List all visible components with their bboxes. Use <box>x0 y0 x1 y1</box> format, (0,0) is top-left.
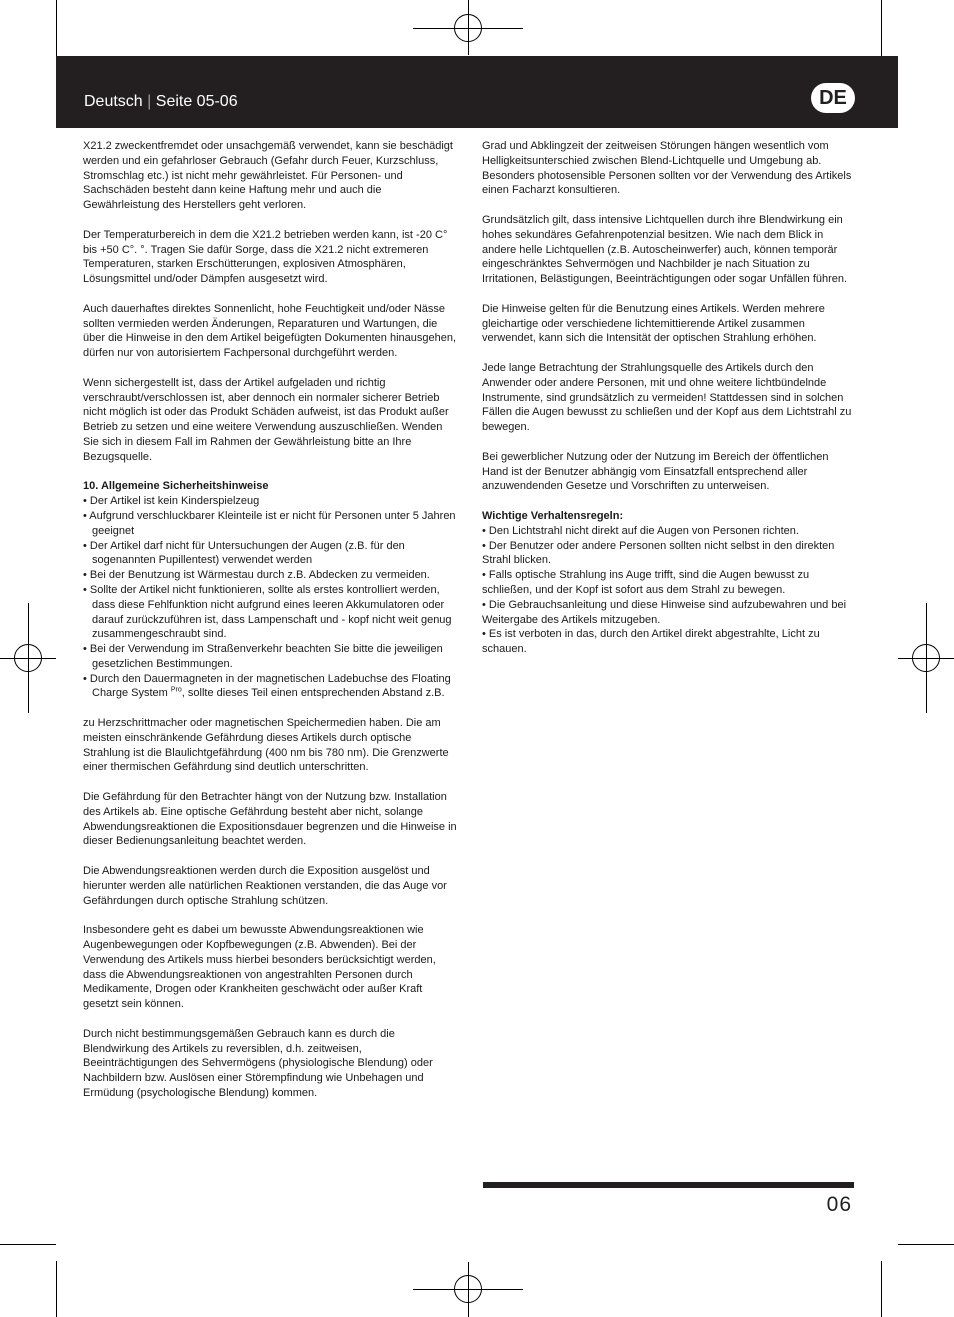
bullet-item: • Bei der Verwendung im Straßenverkehr beachten Sie bitte die jeweiligen gesetzlichen Bestimmungen. <box>83 643 443 670</box>
safety-bullet-list <box>83 494 458 701</box>
rules-bullet-list <box>482 524 857 657</box>
bullet-item: • Aufgrund verschluckbarer Kleinteile ist er nicht für Personen unter 5 Jahren geeignet <box>83 509 456 537</box>
registration-mark-top <box>454 14 482 42</box>
left-paragraph-4: Wenn sichergestellt ist, dass der Artikel aufgeladen und richtig verschraubt/verschlossen ist, aber dennoch ein normaler sicherer Betrieb nicht möglich ist oder das Produkt Schäden aufweist, ist das Produkt außer Betrieb zu setzen und eine weitere Verwendung auszuschließen. Wenden Sie sich in diesem Fall im Rahmen der Gewährleistung bitte an Ihre Bezugsquelle. <box>83 376 449 463</box>
left-paragraph-9: Durch nicht bestimmungsgemäßen Gebrauch kann es durch die Blendwirkung des Artikels zu reversiblen, d.h. zeitweisen, Beeinträchtigungen des Sehvermögens (physiologische Blendung) oder Nachbildern bzw. Auslösen einer Störempfindung wie Unbehagen und Ermüdung (psychologische Blendung) kommen. <box>83 1027 433 1099</box>
bullet-magnet-sup: Pro <box>170 686 182 694</box>
section-heading-rules: Wichtige Verhaltensregeln: <box>482 509 624 522</box>
left-paragraph-5: zu Herzschrittmacher oder magnetischen Speichermedien haben. Die am meisten einschränkende Gefährdung dieses Artikels durch optische Strahlung ist die Blaulichtgefährdung (400 nm bis 780 nm). Die Grenzwerte einer thermischen Gefährdung sind deutlich unterschritten. <box>83 717 449 774</box>
bullet-magnet-end: , sollte dieses Teil einen entsprechenden Abstand z.B. <box>181 687 445 700</box>
left-paragraph-6: Die Gefährdung für den Betrachter hängt von der Nutzung bzw. Installation des Artikels ab. Eine optische Gefährdung besteht aber nicht, solange Abwendungsreaktionen die Expositionsdauer begrenzen und die Hinweise in dieser Bedienungsanleitung beachtet werden. <box>83 791 457 848</box>
bullet-item-magnet <box>83 672 458 702</box>
crop-mark-bl-h <box>0 1244 56 1245</box>
bullet-item: • Der Benutzer oder andere Personen sollten nicht selbst in den direkten Strahl blicken. <box>482 539 835 567</box>
crop-mark-br-v <box>881 1261 882 1317</box>
right-paragraph-1: Grad und Abklingzeit der zeitweisen Störungen hängen wesentlich vom Helligkeitsunterschied zwischen Blend-Lichtquelle und Umgebung ab. Besonders photosensible Personen sollten vor der Verwendung des Artikels einen Facharzt konsultieren. <box>482 140 852 197</box>
left-paragraph-7: Die Abwendungsreaktionen werden durch die Exposition ausgelöst und hierunter werden alle natürlichen Reaktionen verstanden, die das Auge vor Gefährdungen durch optische Strahlung schützen. <box>83 865 447 907</box>
header-page-range: Seite 05-06 <box>155 93 238 110</box>
bullet-item: • Falls optische Strahlung ins Auge trifft, sind die Augen bewusst zu schließen, und der Kopf ist sofort aus dem Strahl zu bewegen. <box>482 569 810 596</box>
left-paragraph-2: Der Temperaturbereich in dem die X21.2 betrieben werden kann, ist -20 C° bis +50 C°. °. Tragen Sie dafür Sorge, dass die X21.2 nicht extremeren Temperaturen, starken Erschütterungen, explosiven Atmosphären, Lösungsmittel und/oder Dämpfen ausgesetzt wird. <box>83 228 448 286</box>
header-separator: | <box>147 93 152 110</box>
crop-mark-tl-v <box>56 0 57 56</box>
header-language: Deutsch <box>84 93 143 110</box>
right-column <box>482 139 857 672</box>
crop-mark-tr-v <box>881 0 882 56</box>
left-paragraph-8: Insbesondere geht es dabei um bewusste Abwendungsreaktionen wie Augenbewegungen oder Kopfbewegungen (z.B. Abwenden). Bei der Verwendung des Artikels muss hierbei besonders berücksichtigt werden, dass die Abwendungsreaktionen von angestrahlten Personen durch Medikamente, Drogen oder Krankheiten geschwächt oder außer Kraft gesetzt sein können. <box>83 924 436 1011</box>
page-header <box>56 56 898 128</box>
bullet-item: • Bei der Benutzung ist Wärmestau durch z.B. Abdecken zu vermeiden. <box>83 569 430 582</box>
page-number: 06 <box>826 1193 852 1216</box>
registration-mark-right <box>912 644 940 672</box>
section-heading-safety: 10. Allgemeine Sicherheitshinweise <box>83 480 269 493</box>
bullet-item: • Es ist verboten in das, durch den Artikel direkt abgestrahlte, Licht zu schauen. <box>482 628 820 656</box>
bullet-item: • Den Lichtstrahl nicht direkt auf die Augen von Personen richten. <box>482 524 799 537</box>
registration-mark-left <box>14 644 42 672</box>
registration-mark-bottom <box>454 1275 482 1303</box>
bullet-item: • Der Artikel ist kein Kinderspielzeug <box>83 495 260 508</box>
left-paragraph-3: Auch dauerhaftes direktes Sonnenlicht, hohe Feuchtigkeit und/oder Nässe sollten vermieden werden Änderungen, Reparaturen und Wartungen, die über die Hinweise in den dem Artikel beigefügten Dokumenten hinausgehen, dürfen nur von autorisiertem Fachpersonal durchgeführt werden. <box>83 302 457 360</box>
header-title <box>84 93 238 111</box>
left-paragraph-1: X21.2 zweckentfremdet oder unsachgemäß verwendet, kann sie beschädigt werden und ein gefahrloser Gebrauch (Gefahr durch Feuer, Kurzschluss, Stromschlag etc.) ist nicht mehr gewährleistet. Für Personen- und Sachschäden besteht dann keine Haftung mehr und auch die Gewährleistung des Herstellers geht verloren. <box>83 140 453 212</box>
bullet-item: • Sollte der Artikel nicht funktionieren, sollte als erstes kontrolliert werden, dass diese Fehlfunktion nicht aufgrund eines leeren Akkumulatoren oder darauf zurückzuführen ist, dass Lampenschaft und - kopf nicht weit genug zusammengeschraubt sind. <box>83 583 452 641</box>
footer-rule <box>483 1182 854 1188</box>
language-badge: DE <box>811 83 855 113</box>
crop-mark-br-h <box>898 1244 954 1245</box>
right-paragraph-3: Die Hinweise gelten für die Benutzung eines Artikels. Werden mehrere gleichartige oder verschiedene lichtemittierende Artikel zusammen verwendet, kann sich die Intensität der optischen Strahlung erhöhen. <box>482 302 825 345</box>
right-paragraph-2: Grundsätzlich gilt, dass intensive Lichtquellen durch ihre Blendwirkung ein hohes sekundäres Gefahrenpotenzial besitzen. Wie nach dem Blick in andere helle Lichtquellen (z.B. Autoscheinwerfer) auch, können temporär eingeschränktes Sehvermögen und Nachbilder je nach Situation zu Irritationen, Belästigungen, Beeinträchtigungen oder sogar Unfällen führen. <box>482 213 848 286</box>
left-column <box>83 139 458 1116</box>
right-paragraph-4: Jede lange Betrachtung der Strahlungsquelle des Artikels durch den Anwender oder andere Personen, mit und ohne weitere lichtbündelnde Instrumente, sind grundsätzlich zu vermeiden! Stattdessen sind in solchen Fällen die Augen bewusst zu schließen und der Kopf aus dem Lichtstrahl zu bewegen. <box>482 361 852 434</box>
bullet-magnet-start: • Durch den Dauermagneten in der magnetischen Ladebuchse des Floating Charge System <box>83 672 451 700</box>
bullet-item: • Die Gebrauchsanleitung und diese Hinweise sind aufzubewahren und bei Weitergabe des Artikels mitzugeben. <box>482 598 847 626</box>
crop-mark-bl-v <box>56 1261 57 1317</box>
right-paragraph-5: Bei gewerblicher Nutzung oder der Nutzung im Bereich der öffentlichen Hand ist der Benutzer abhängig vom Einsatzfall entsprechend aller anzuwendenden Gesetze und Vorschriften zu unterweisen. <box>482 450 829 493</box>
bullet-item: • Der Artikel darf nicht für Untersuchungen der Augen (z.B. für den sogenannten Pupillentest) verwendet werden <box>83 539 405 567</box>
